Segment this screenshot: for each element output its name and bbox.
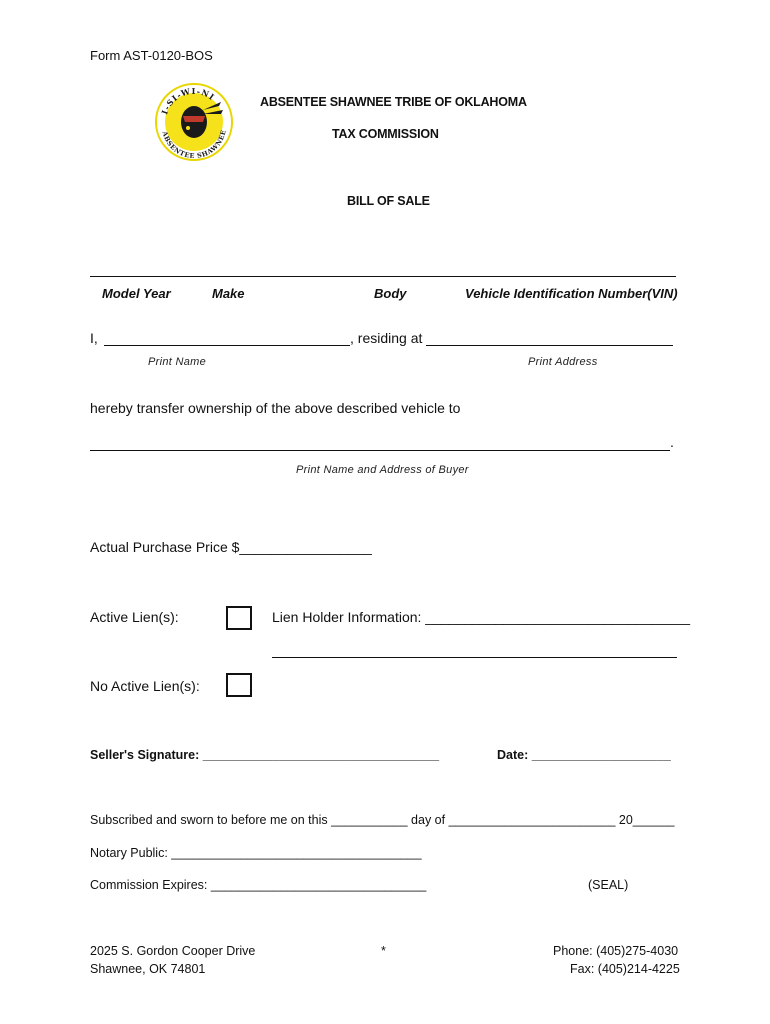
tribe-seal-logo xyxy=(153,80,235,164)
footer-address-line1: 2025 S. Gordon Cooper Drive xyxy=(90,944,256,958)
lien-holder-field-line2[interactable] xyxy=(272,657,677,658)
lien-holder-field[interactable]: Lien Holder Information: __________________________________ xyxy=(272,609,691,625)
purchase-price-field[interactable]: Actual Purchase Price $_________________ xyxy=(90,539,372,555)
buyer-caption: Print Name and Address of Buyer xyxy=(296,464,469,476)
column-make: Make xyxy=(212,286,245,301)
svg-text:ABSENTEE SHAWNEE: ABSENTEE SHAWNEE xyxy=(160,129,228,161)
commission-expires-field[interactable]: Commission Expires: _______________________________ xyxy=(90,878,427,892)
form-id: Form AST-0120-BOS xyxy=(90,48,213,63)
vehicle-info-line[interactable] xyxy=(90,276,676,277)
footer-address-line2: Shawnee, OK 74801 xyxy=(90,962,206,976)
residing-at-text: , residing at xyxy=(350,330,423,346)
column-body: Body xyxy=(374,286,407,301)
seller-name-field[interactable] xyxy=(104,345,350,346)
footer-fax: Fax: (405)214-4225 xyxy=(570,962,680,976)
active-liens-checkbox[interactable] xyxy=(226,606,252,630)
print-address-caption: Print Address xyxy=(528,356,598,368)
column-model-year: Model Year xyxy=(102,286,171,301)
notary-public-field[interactable]: Notary Public: ____________________________________ xyxy=(90,846,422,860)
no-liens-checkbox[interactable] xyxy=(226,673,252,697)
footer-star: * xyxy=(381,944,386,958)
svg-text:I-SI-WI-NI: I-SI-WI-NI xyxy=(159,85,217,116)
buyer-field[interactable] xyxy=(90,450,670,451)
seal-label: (SEAL) xyxy=(588,878,629,892)
seller-address-field[interactable] xyxy=(426,345,673,346)
sworn-statement-field[interactable]: Subscribed and sworn to before me on this ___________ day of ________________________ 20______ xyxy=(90,813,675,827)
org-name: ABSENTEE SHAWNEE TRIBE OF OKLAHOMA xyxy=(260,95,527,109)
seller-signature-field[interactable]: Seller's Signature: __________________________________ xyxy=(90,748,440,762)
seller-prefix: I, xyxy=(90,330,98,346)
active-liens-label: Active Lien(s): xyxy=(90,609,179,625)
transfer-statement: hereby transfer ownership of the above described vehicle to xyxy=(90,400,461,416)
column-vin: Vehicle Identification Number(VIN) xyxy=(465,286,678,301)
form-title: BILL OF SALE xyxy=(347,194,430,208)
no-liens-label: No Active Lien(s): xyxy=(90,678,200,694)
footer-phone: Phone: (405)275-4030 xyxy=(553,944,679,958)
date-field[interactable]: Date: ____________________ xyxy=(497,748,671,762)
print-name-caption: Print Name xyxy=(148,356,207,368)
buyer-period: . xyxy=(670,434,674,450)
department-name: TAX COMMISSION xyxy=(332,127,439,141)
